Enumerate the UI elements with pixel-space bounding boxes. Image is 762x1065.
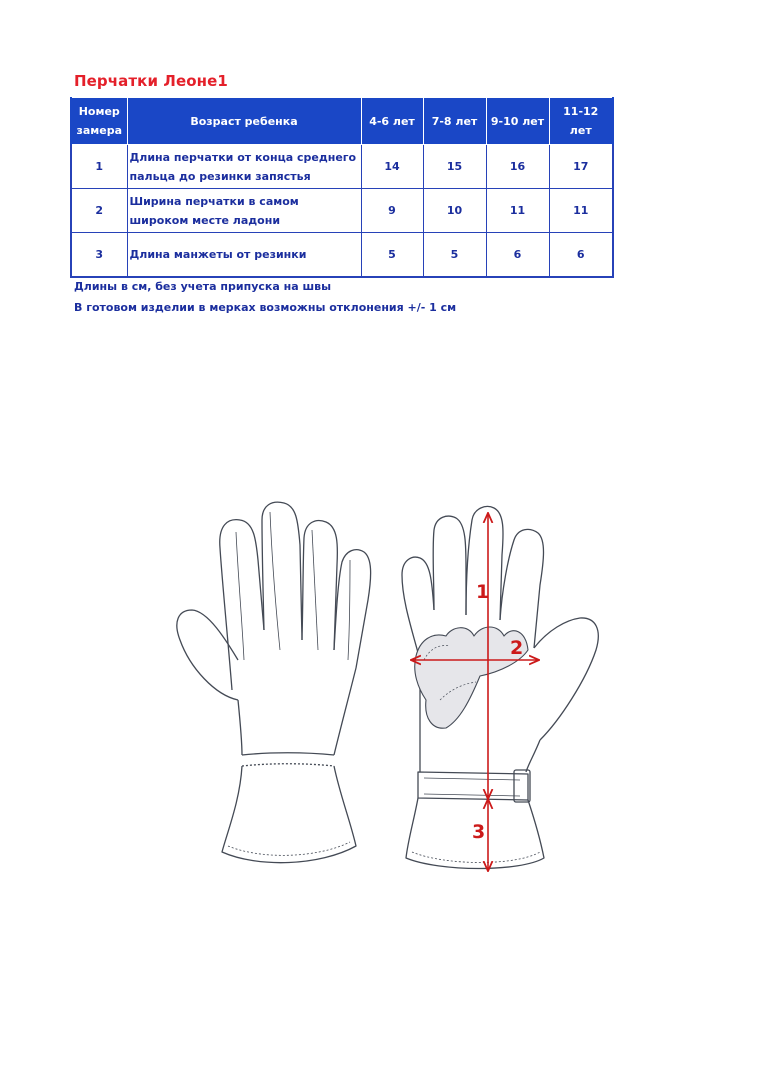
measure-number: 1 bbox=[71, 145, 127, 189]
measure-description: Ширина перчатки в самом широком месте ладони bbox=[127, 189, 361, 233]
note-units: Длины в см, без учета припуска на швы bbox=[74, 280, 332, 293]
size-value: 5 bbox=[361, 233, 423, 278]
note-tolerance: В готовом изделии в мерках возможны отклонения +/- 1 см bbox=[74, 301, 457, 314]
size-value: 11 bbox=[486, 189, 549, 233]
size-value: 6 bbox=[486, 233, 549, 278]
header-measure-number: Номер замера bbox=[71, 98, 127, 145]
size-value: 17 bbox=[549, 145, 613, 189]
measure-number: 2 bbox=[71, 189, 127, 233]
size-value: 5 bbox=[423, 233, 486, 278]
measure-label-2: 2 bbox=[510, 637, 524, 659]
header-age-7-8: 7-8 лет bbox=[423, 98, 486, 145]
measure-number: 3 bbox=[71, 233, 127, 278]
page-title: Перчатки Леоне1 bbox=[74, 72, 228, 90]
header-age-11-12: 11-12 лет bbox=[549, 98, 613, 145]
size-value: 16 bbox=[486, 145, 549, 189]
right-glove-palm bbox=[402, 507, 598, 869]
header-age-9-10: 9-10 лет bbox=[486, 98, 549, 145]
size-value: 14 bbox=[361, 145, 423, 189]
header-age-4-6: 4-6 лет bbox=[361, 98, 423, 145]
measure-label-1: 1 bbox=[476, 581, 490, 603]
measure-label-3: 3 bbox=[472, 821, 486, 843]
size-value: 6 bbox=[549, 233, 613, 278]
measure-description: Длина перчатки от конца среднего пальца до резинки запястья bbox=[127, 145, 361, 189]
left-glove-back bbox=[177, 502, 371, 862]
header-child-age: Возраст ребенка bbox=[127, 98, 361, 145]
measure-description: Длина манжеты от резинки bbox=[127, 233, 361, 278]
size-value: 9 bbox=[361, 189, 423, 233]
size-value: 10 bbox=[423, 189, 486, 233]
size-value: 15 bbox=[423, 145, 486, 189]
size-value: 11 bbox=[549, 189, 613, 233]
